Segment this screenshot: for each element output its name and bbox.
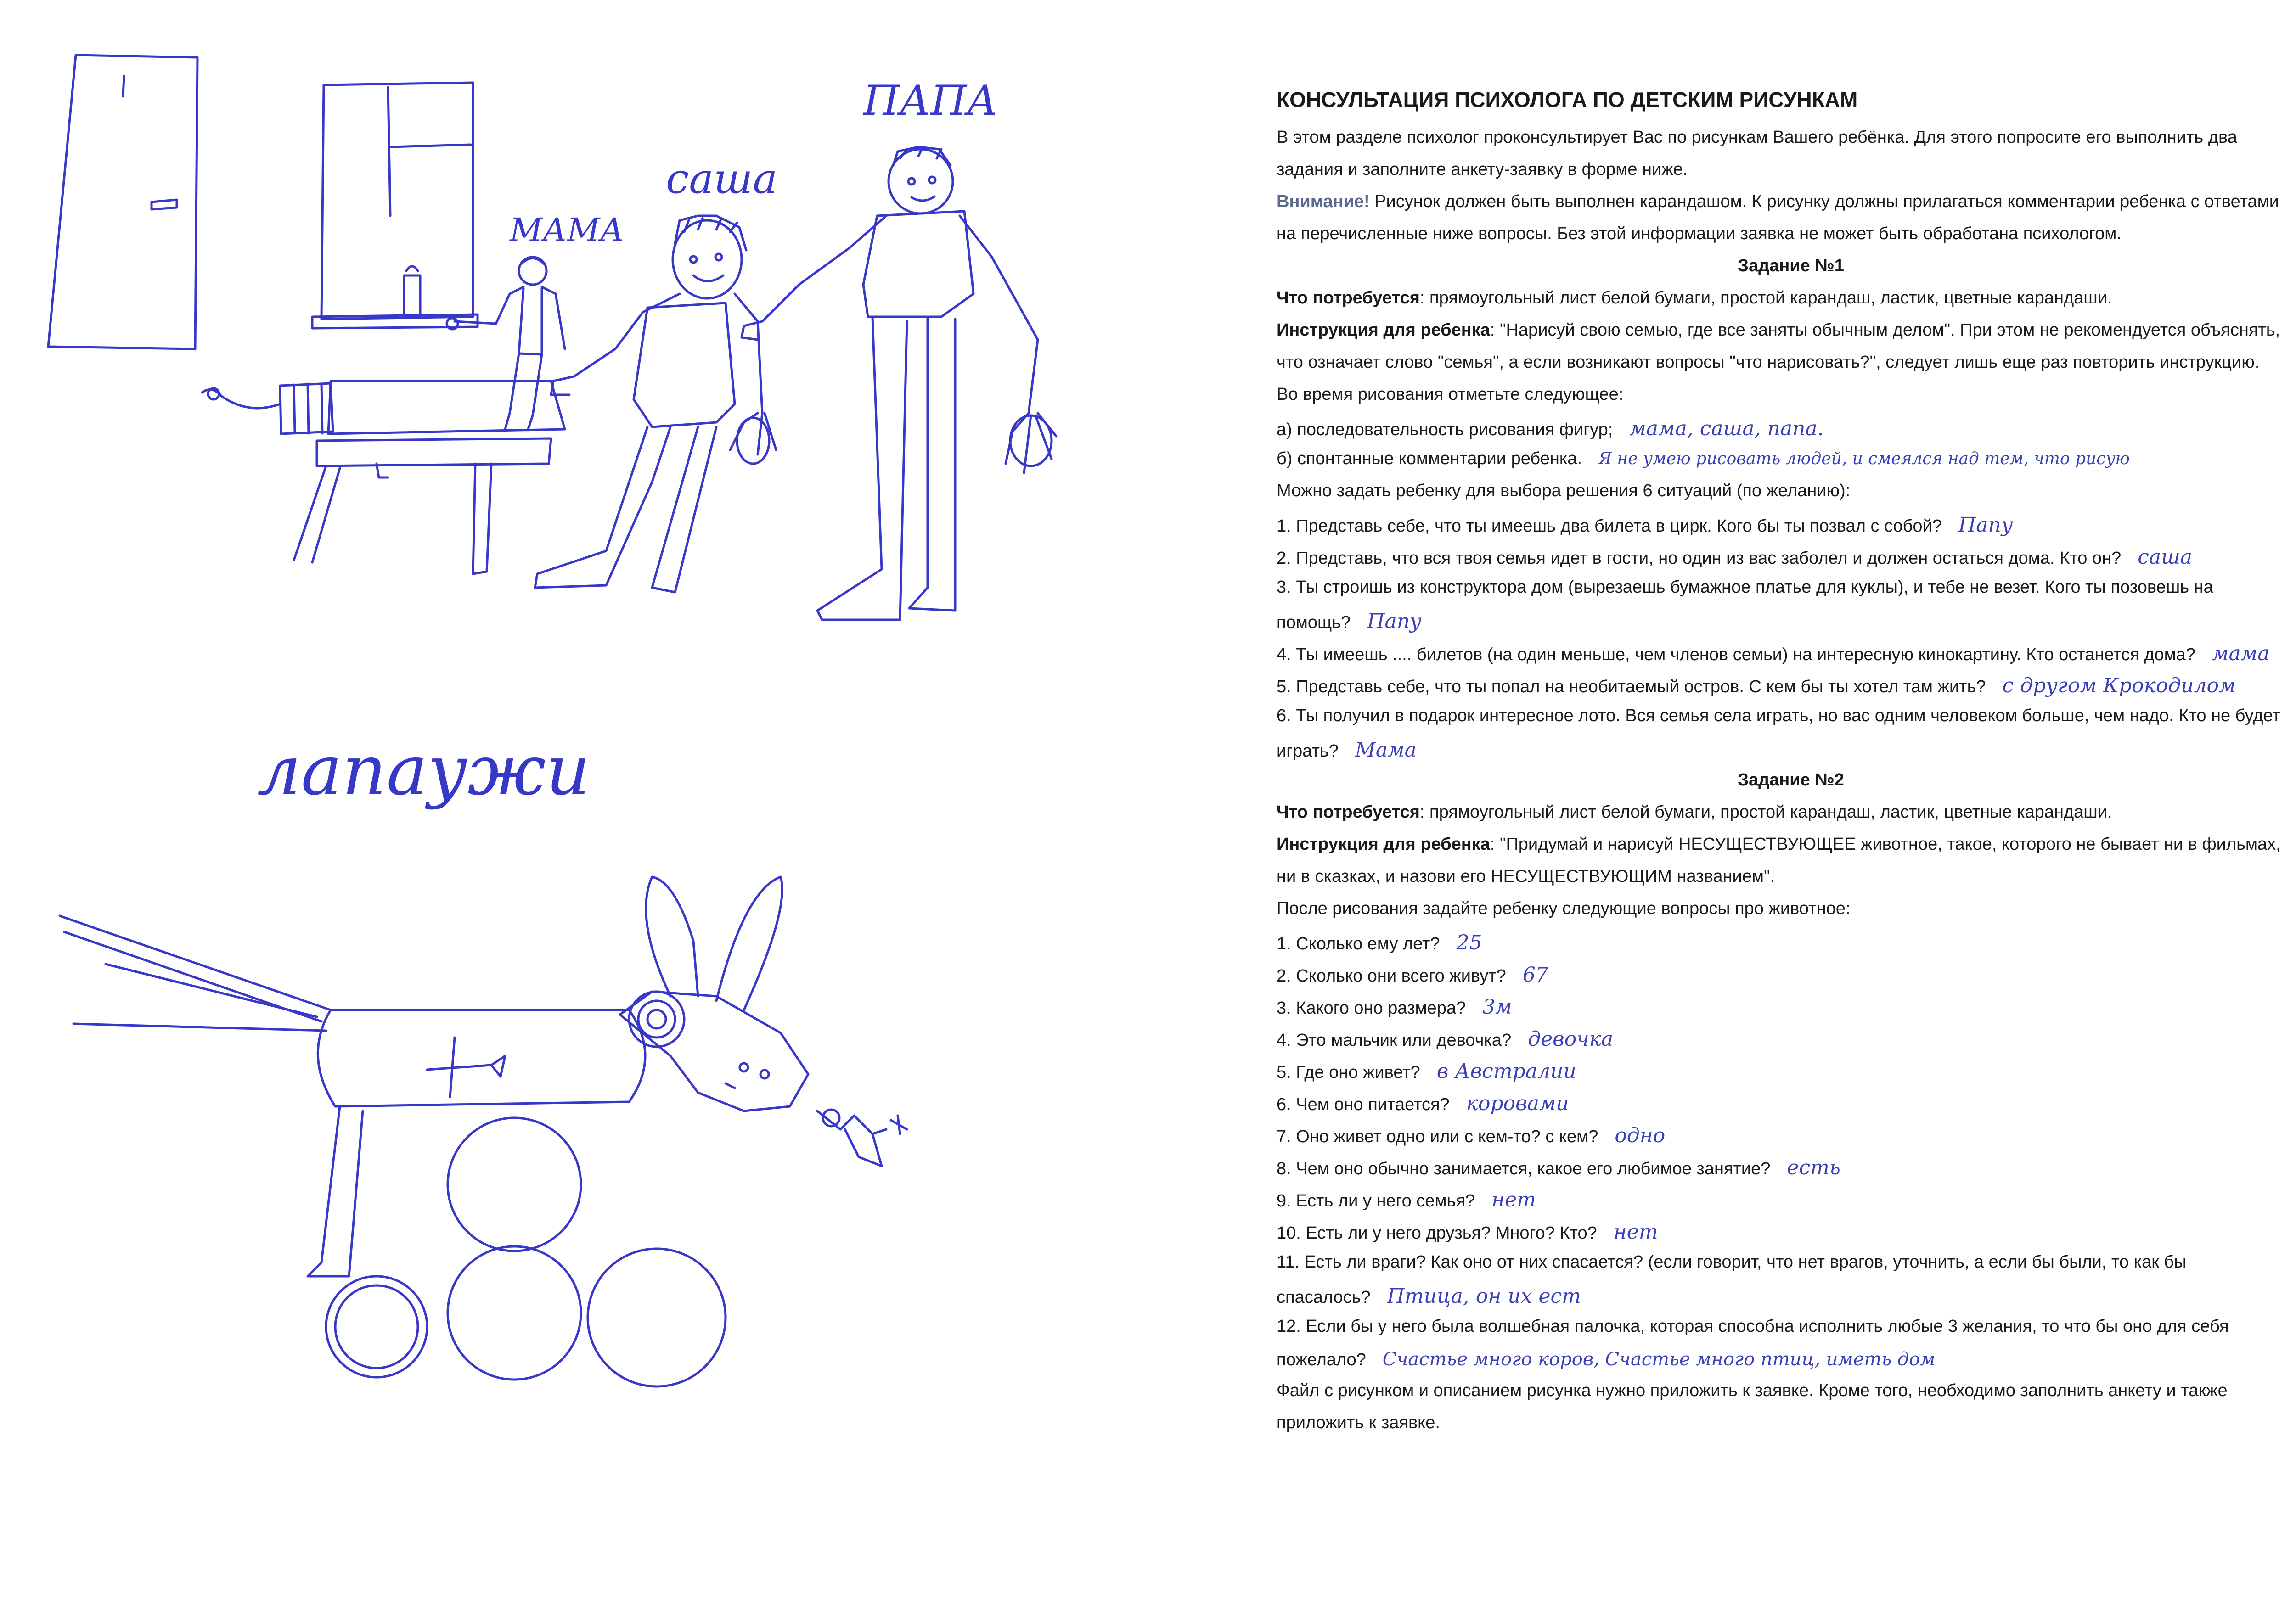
handwritten-answer: 3м (1482, 995, 1512, 1019)
question-text: пожелало? (1277, 1350, 1366, 1369)
door-sketch (48, 55, 197, 349)
attention-line-2: на перечисленные ниже вопросы. Без этой информации заявка не может быть обработана психологом. (1277, 224, 2122, 243)
task2-q10 (1277, 1220, 1658, 1244)
handwritten-answer: нет (1491, 1188, 1536, 1212)
task1-q5 (1277, 674, 2236, 697)
handwritten-answer: одно (1615, 1124, 1666, 1147)
question-text: 2. Представь, что вся твоя семья идет в гости, но один из вас заболел и должен остаться дома. Кто он? (1277, 549, 2122, 568)
label-sasha: саша (666, 155, 777, 203)
task2-q5 (1277, 1060, 1576, 1083)
question-text: 9. Есть ли у него семья? (1277, 1191, 1475, 1211)
task2-instruction (1277, 835, 2281, 854)
task1-q3: 3. Ты строишь из конструктора дом (вырезаешь бумажное платье для куклы), и тебе не везет. Кого ты позовешь на (1277, 578, 2213, 597)
handwritten-answer: есть (1787, 1156, 1840, 1179)
task2-needs-text: : прямоугольный лист белой бумаги, простой карандаш, ластик, цветные карандаши. (1419, 802, 2112, 822)
task1-question-b (1277, 449, 2130, 469)
task1-question-a (1277, 417, 1824, 440)
task2-instruction-2: ни в сказках, и назови его НЕСУЩЕСТВУЮЩИМ названием". (1277, 867, 1775, 886)
task1-q2 (1277, 545, 2192, 569)
handwritten-answer: 67 (1522, 963, 1548, 987)
question-text: 2. Сколько они всего живут? (1277, 966, 1506, 986)
handwritten-answer: Я не умею рисовать людей, и смеялся над тем, что рисую (1598, 449, 2130, 468)
question-text: помощь? (1277, 613, 1351, 632)
label-papa: ПАПА (863, 77, 998, 125)
task2-q12: 12. Если бы у него была волшебная палочка, которая способна исполнить любые 3 желания, то что бы оно для себя (1277, 1317, 2229, 1336)
task2-heading: Задание №2 (1738, 770, 1844, 790)
task1-q6: 6. Ты получил в подарок интересное лото. Вся семья села играть, но вас одним человеком больше, чем надо. Кто не будет (1277, 706, 2280, 725)
task2-q3 (1277, 995, 1512, 1019)
task2-q4 (1277, 1027, 1613, 1051)
question-text: 10. Есть ли у него друзья? Много? Кто? (1277, 1223, 1597, 1243)
label-mama: МАМА (510, 211, 625, 249)
task2-instr-label: Инструкция для ребенка (1277, 835, 1490, 854)
papa-figure (742, 147, 1056, 620)
task2-needs-label: Что потребуется (1277, 802, 1420, 822)
task2-needs (1277, 802, 2112, 822)
handwritten-answer: мама, саша, папа. (1629, 417, 1824, 440)
handwritten-answer: саша (2138, 545, 2193, 569)
question-text: а) последовательность рисования фигур; (1277, 420, 1613, 439)
task1-q1 (1277, 513, 2013, 537)
question-text: б) спонтанные комментарии ребенка. (1277, 449, 1582, 468)
question-text: 1. Представь себе, что ты имеешь два билета в цирк. Кого бы ты позвал с собой? (1277, 516, 1942, 536)
question-text: 6. Чем оно питается? (1277, 1095, 1450, 1114)
handwritten-answer: Мама (1355, 738, 1417, 762)
task1-instruction-2: что означает слово "семья", а если возникают вопросы "что нарисовать?", следует лишь еще раз повторить инструкцию. (1277, 353, 2260, 372)
task1-needs-text: : прямоугольный лист белой бумаги, простой карандаш, ластик, цветные карандаши. (1419, 288, 2112, 308)
handwritten-answer: мама (2212, 642, 2270, 665)
task1-instruction (1277, 320, 2280, 340)
task2-q11: 11. Есть ли враги? Как оно от них спасается? (если говорит, что нет врагов, уточнить, а если бы были, то как бы (1277, 1252, 2187, 1272)
task2-q11-cont (1277, 1285, 1581, 1308)
task1-instr-label: Инструкция для ребенка (1277, 320, 1490, 340)
task2-q2 (1277, 963, 1548, 987)
handwritten-answer: Папу (1367, 610, 1422, 633)
footer-line-1: Файл с рисунком и описанием рисунка нужно приложить к заявке. Кроме того, необходимо заполнить анкету и также (1277, 1381, 2228, 1400)
question-text: 5. Представь себе, что ты попал на необитаемый остров. С кем бы ты хотел там жить? (1277, 677, 1986, 696)
window-sketch (312, 83, 478, 328)
attention-text: Рисунок должен быть выполнен карандашом. К рисунку должны прилагаться комментарии ребенка с ответами (1369, 192, 2279, 211)
task1-instr-text: : "Нарисуй свою семью, где все заняты обычным делом". При этом не рекомендуется объяснять, (1490, 320, 2280, 340)
task2-q8 (1277, 1156, 1840, 1179)
question-text: спасалось? (1277, 1288, 1371, 1307)
question-text: 7. Оно живет одно или с кем-то? с кем? (1277, 1127, 1598, 1146)
animal-name-label: лапаужи (257, 731, 591, 811)
handwritten-answer: нет (1613, 1220, 1658, 1244)
task2-q1 (1277, 931, 1482, 954)
task2-q12-cont (1277, 1349, 1935, 1370)
intro-line-2: задания и заполните анкету-заявку в форме ниже. (1277, 160, 1688, 179)
task1-needs (1277, 288, 2112, 308)
intro-line-1: В этом разделе психолог проконсультирует Вас по рисункам Вашего ребёнка. Для этого попросите его выполнить два (1277, 128, 2237, 147)
handwritten-answer: в Австралии (1436, 1060, 1576, 1083)
question-text: 5. Где оно живет? (1277, 1063, 1420, 1082)
task2-q9 (1277, 1188, 1536, 1212)
question-text: играть? (1277, 741, 1339, 761)
task1-q3-cont (1277, 610, 1422, 633)
handwritten-answer: коровами (1466, 1092, 1569, 1115)
question-text: 3. Какого оно размера? (1277, 999, 1466, 1018)
attention-label: Внимание! (1277, 192, 1370, 211)
handwritten-answer: девочка (1528, 1027, 1614, 1051)
task1-during: Во время рисования отметьте следующее: (1277, 385, 1624, 404)
task1-q4 (1277, 642, 2270, 665)
mama-figure (447, 257, 565, 429)
task2-q6 (1277, 1092, 1569, 1115)
task1-needs-label: Что потребуется (1277, 288, 1420, 308)
task1-q6-cont (1277, 738, 1417, 762)
question-text: 4. Ты имеешь .... билетов (на один меньше, чем членов семьи) на интересную кинокартину. Кто останется дома? (1277, 645, 2196, 664)
attention-line-1 (1277, 192, 2279, 212)
handwritten-answer: с другом Крокодилом (2002, 674, 2236, 697)
footer-line-2: приложить к заявке. (1277, 1413, 1440, 1432)
task2-after: После рисования задайте ребенку следующие вопросы про животное: (1277, 899, 1851, 918)
task2-q7 (1277, 1124, 1665, 1147)
handwritten-answer: 25 (1456, 931, 1482, 954)
task1-heading: Задание №1 (1738, 256, 1844, 275)
question-text: 8. Чем оно обычно занимается, какое его любимое занятие? (1277, 1159, 1771, 1178)
question-text: 1. Сколько ему лет? (1277, 934, 1440, 954)
task2-instr-text: : "Придумай и нарисуй НЕСУЩЕСТВУЮЩЕЕ животное, такое, которого не бывает ни в фильмах, (1490, 835, 2281, 854)
handwritten-answer: Папу (1958, 513, 2013, 537)
handwritten-answer: Птица, он их ест (1387, 1285, 1581, 1308)
question-text: 4. Это мальчик или девочка? (1277, 1031, 1512, 1050)
form-title: КОНСУЛЬТАЦИЯ ПСИХОЛОГА ПО ДЕТСКИМ РИСУНКАМ (1277, 88, 1858, 112)
sasha-figure (535, 216, 776, 592)
task1-situations: Можно задать ребенку для выбора решения 6 ситуаций (по желанию): (1277, 481, 1851, 500)
handwritten-answer: Счастье много коров, Счастье много птиц, иметь дом (1382, 1349, 1936, 1370)
imaginary-animal-sketch (60, 877, 907, 1386)
